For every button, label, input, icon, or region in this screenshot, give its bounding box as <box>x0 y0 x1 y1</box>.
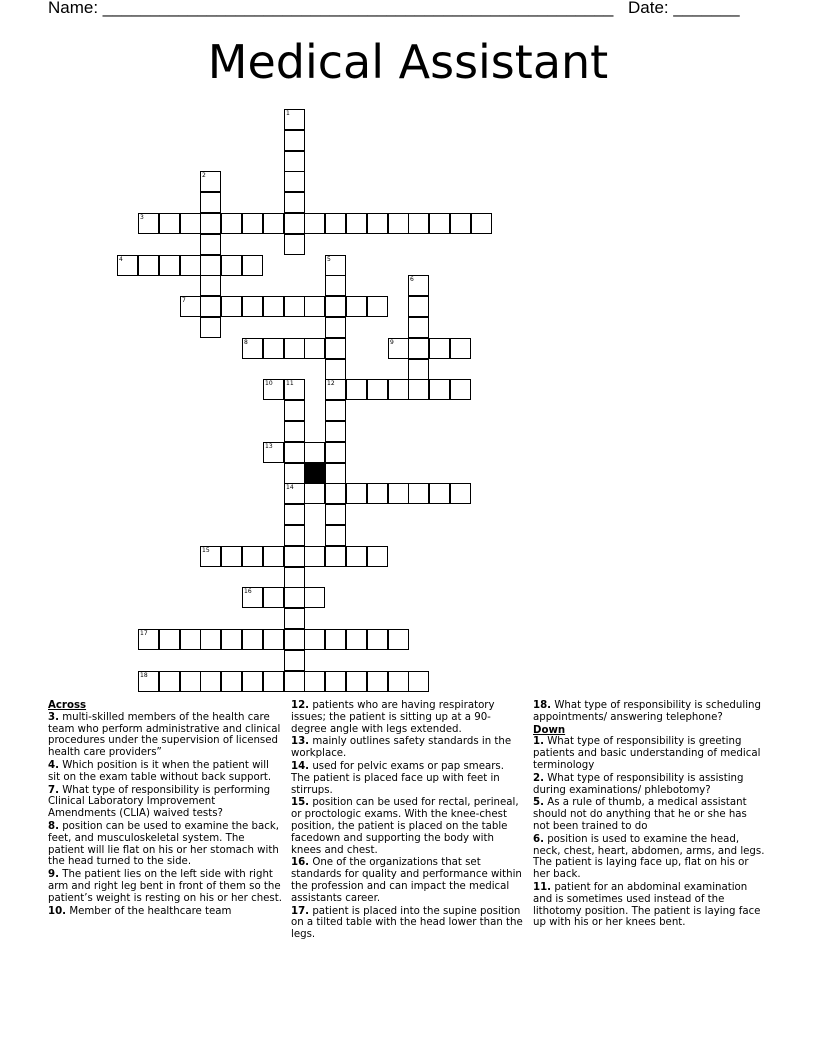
clue-number: 10 <box>265 380 273 387</box>
grid-cell[interactable] <box>117 255 138 276</box>
grid-cell[interactable] <box>284 567 305 588</box>
grid-cell[interactable] <box>304 483 325 504</box>
grid-cell[interactable] <box>429 483 450 504</box>
grid-cell[interactable] <box>429 379 450 400</box>
grid-cell[interactable] <box>325 296 346 317</box>
grid-cell[interactable] <box>180 296 201 317</box>
grid-cell[interactable] <box>346 213 367 234</box>
grid-cell[interactable] <box>450 483 471 504</box>
grid-cell[interactable] <box>284 213 305 234</box>
grid-cell[interactable] <box>263 442 284 463</box>
grid-cell[interactable] <box>325 379 346 400</box>
grid-cell[interactable] <box>284 504 305 525</box>
grid-cell[interactable] <box>200 171 221 192</box>
clue-number: 2 <box>202 172 206 179</box>
grid-cell[interactable] <box>346 629 367 650</box>
clue-number: 15 <box>202 547 210 554</box>
grid-cell[interactable] <box>325 483 346 504</box>
clue-number: 17 <box>140 630 148 637</box>
grid-cell[interactable] <box>325 275 346 296</box>
grid-cell[interactable] <box>284 171 305 192</box>
clue-across-18: 18. What type of responsibility is scheduling appointments/ answering telephone? <box>533 700 761 723</box>
grid-cell[interactable] <box>408 359 429 380</box>
clue-number: 1 <box>286 110 290 117</box>
grid-cell[interactable] <box>284 546 305 567</box>
grid-cell[interactable] <box>159 255 180 276</box>
grid-cell[interactable] <box>304 338 325 359</box>
down-heading: Down <box>533 724 566 736</box>
grid-cell[interactable] <box>284 525 305 546</box>
grid-cell[interactable] <box>242 629 263 650</box>
clue-number: 5 <box>327 256 331 263</box>
grid-cell[interactable] <box>284 650 305 671</box>
grid-cell[interactable] <box>221 255 242 276</box>
grid-cell[interactable] <box>159 671 180 692</box>
grid-cell[interactable] <box>346 379 367 400</box>
grid-cell[interactable] <box>450 379 471 400</box>
grid-cell[interactable] <box>388 379 409 400</box>
grid-cell[interactable] <box>304 671 325 692</box>
grid-cell[interactable] <box>263 546 284 567</box>
grid-cell[interactable] <box>408 379 429 400</box>
grid-cell[interactable] <box>242 587 263 608</box>
grid-cell[interactable] <box>221 671 242 692</box>
grid-cell[interactable] <box>284 421 305 442</box>
grid-cell[interactable] <box>325 255 346 276</box>
grid-cell[interactable] <box>325 504 346 525</box>
clue-down-2: 2. What type of responsibility is assisting during examinations/ phlebotomy? <box>533 772 744 796</box>
grid-cell[interactable] <box>367 213 388 234</box>
grid-cell[interactable] <box>180 255 201 276</box>
grid-cell[interactable] <box>388 213 409 234</box>
clue-number: 13 <box>265 443 273 450</box>
grid-cell[interactable] <box>284 296 305 317</box>
clue-across-3: 3. multi-skilled members of the health care team who perform administrative and clinical procedures under the supervision of licensed health care providers” <box>48 711 281 759</box>
grid-cell[interactable] <box>284 234 305 255</box>
grid-cell[interactable] <box>325 546 346 567</box>
grid-cell[interactable] <box>138 213 159 234</box>
grid-cell[interactable] <box>242 255 263 276</box>
clue-number: 18 <box>140 672 148 679</box>
grid-cell[interactable] <box>242 338 263 359</box>
grid-cell[interactable] <box>325 213 346 234</box>
grid-cell[interactable] <box>284 463 305 484</box>
grid-cell[interactable] <box>408 296 429 317</box>
grid-cell[interactable] <box>325 400 346 421</box>
name-field[interactable]: Name: ______________________________________________________ <box>48 0 614 17</box>
grid-cell[interactable] <box>304 442 325 463</box>
grid-cell[interactable] <box>159 629 180 650</box>
grid-cell[interactable] <box>408 671 429 692</box>
clue-across-10: 10. Member of the healthcare team <box>48 905 232 917</box>
grid-cell[interactable] <box>200 671 221 692</box>
grid-cell[interactable] <box>367 483 388 504</box>
grid-cell[interactable] <box>304 546 325 567</box>
grid-cell[interactable] <box>138 671 159 692</box>
grid-cell[interactable] <box>200 296 221 317</box>
grid-cell[interactable] <box>367 296 388 317</box>
grid-cell[interactable] <box>304 587 325 608</box>
grid-cell[interactable] <box>346 671 367 692</box>
grid-cell[interactable] <box>284 109 305 130</box>
grid-cell[interactable] <box>263 296 284 317</box>
grid-cell[interactable] <box>200 192 221 213</box>
clue-number: 6 <box>410 276 414 283</box>
clue-number: 8 <box>244 339 248 346</box>
date-field[interactable]: Date: _______ <box>628 0 740 17</box>
clue-down-6: 6. position is used to examine the head, neck, chest, heart, abdomen, arms, and legs. The patient is laying face up, flat on his or her back. <box>533 833 765 881</box>
grid-cell[interactable] <box>408 275 429 296</box>
grid-cell[interactable] <box>284 192 305 213</box>
grid-cell[interactable] <box>221 546 242 567</box>
grid-cell[interactable] <box>450 338 471 359</box>
grid-cell[interactable] <box>284 608 305 629</box>
grid-cell[interactable] <box>388 483 409 504</box>
clue-across-17: 17. patient is placed into the supine position on a tilted table with the head lower than the legs. <box>291 905 523 941</box>
clue-down-11: 11. patient for an abdominal examination and is sometimes used instead of the lithotomy position. The patient is laying face up with his or her knees bent. <box>533 881 761 929</box>
grid-cell[interactable] <box>200 546 221 567</box>
clue-across-9: 9. The patient lies on the left side with right arm and right leg bent in front of them so the patient’s weight is resting on his or her chest. <box>48 869 282 904</box>
grid-cell[interactable] <box>388 338 409 359</box>
grid-cell[interactable] <box>284 400 305 421</box>
grid-cell[interactable] <box>242 671 263 692</box>
clue-down-1: 1. What type of responsibility is greeting patients and basic understanding of medical terminology <box>533 736 761 771</box>
clue-across-12: 12. patients who are having respiratory issues; the patient is sitting up at a 90-degree angle with legs extended. <box>291 700 495 735</box>
grid-cell[interactable] <box>200 213 221 234</box>
grid-cell[interactable] <box>304 629 325 650</box>
grid-cell[interactable] <box>200 275 221 296</box>
grid-cell[interactable] <box>325 359 346 380</box>
grid-cell[interactable] <box>367 671 388 692</box>
grid-cell[interactable] <box>346 296 367 317</box>
grid-cell[interactable] <box>284 338 305 359</box>
grid-cell[interactable] <box>284 151 305 172</box>
grid-cell[interactable] <box>200 234 221 255</box>
grid-cell[interactable] <box>138 629 159 650</box>
grid-cell[interactable] <box>284 483 305 504</box>
clue-number: 11 <box>286 380 294 387</box>
grid-cell[interactable] <box>242 546 263 567</box>
grid-cell[interactable] <box>429 213 450 234</box>
clue-across-8: 8. position can be used to examine the back, feet, and musculoskeletal system. The patient will lie flat on his or her stomach with the head turned to the side. <box>48 820 280 868</box>
across-heading: Across <box>48 700 87 711</box>
grid-cell[interactable] <box>325 629 346 650</box>
grid-cell[interactable] <box>221 296 242 317</box>
clue-across-4: 4. Which position is it when the patient will sit on the exam table without back support. <box>48 759 272 783</box>
grid-cell[interactable] <box>408 213 429 234</box>
clue-number: 14 <box>286 484 294 491</box>
grid-cell[interactable] <box>346 483 367 504</box>
grid-cell[interactable] <box>138 255 159 276</box>
clues-column-3 <box>533 700 765 930</box>
grid-cell[interactable] <box>408 317 429 338</box>
grid-cell[interactable] <box>180 671 201 692</box>
grid-cell[interactable] <box>450 213 471 234</box>
grid-cell[interactable] <box>408 483 429 504</box>
grid-cell[interactable] <box>325 525 346 546</box>
grid-cell[interactable] <box>325 338 346 359</box>
grid-cell[interactable] <box>263 213 284 234</box>
grid-cell[interactable] <box>325 671 346 692</box>
grid-cell[interactable] <box>284 671 305 692</box>
grid-cell[interactable] <box>284 442 305 463</box>
clue-number: 9 <box>390 339 394 346</box>
grid-cell[interactable] <box>200 317 221 338</box>
clue-number: 16 <box>244 588 252 595</box>
clue-across-7: 7. What type of responsibility is performing Clinical Laboratory Improvement Amendments (CLIA) waived tests? <box>48 784 271 820</box>
page-title: Medical Assistant <box>207 35 609 89</box>
grid-cell[interactable] <box>304 213 325 234</box>
grid-cell[interactable] <box>346 546 367 567</box>
grid-cell[interactable] <box>471 213 492 234</box>
grid-cell[interactable] <box>408 338 429 359</box>
grid-cell[interactable] <box>429 338 450 359</box>
grid-cell[interactable] <box>367 379 388 400</box>
grid-cell[interactable] <box>180 213 201 234</box>
clue-down-5: 5. As a rule of thumb, a medical assistant should not do anything that he or she has not been trained to do <box>533 797 747 832</box>
grid-cell[interactable] <box>284 587 305 608</box>
grid-cell[interactable] <box>263 587 284 608</box>
grid-cell[interactable] <box>325 421 346 442</box>
grid-cell[interactable] <box>221 213 242 234</box>
grid-cell[interactable] <box>159 213 180 234</box>
clues-column-2 <box>291 700 523 942</box>
clue-number: 4 <box>119 256 123 263</box>
grid-cell[interactable] <box>200 255 221 276</box>
grid-cell[interactable] <box>388 629 409 650</box>
grid-cell[interactable] <box>284 379 305 400</box>
grid-cell[interactable] <box>304 296 325 317</box>
grid-cell[interactable] <box>263 629 284 650</box>
clue-number: 12 <box>327 380 335 387</box>
grid-cell[interactable] <box>367 629 388 650</box>
grid-cell[interactable] <box>325 442 346 463</box>
clue-across-14: 14. used for pelvic exams or pap smears. The patient is placed face up with feet in stirrups. <box>291 760 504 796</box>
grid-cell[interactable] <box>242 213 263 234</box>
grid-cell[interactable] <box>180 629 201 650</box>
grid-cell[interactable] <box>367 546 388 567</box>
grid-cell[interactable] <box>284 130 305 151</box>
grid-cell[interactable] <box>325 463 346 484</box>
clues-column-1 <box>48 700 282 918</box>
grid-cell[interactable] <box>263 379 284 400</box>
grid-cell[interactable] <box>388 671 409 692</box>
clue-across-13: 13. mainly outlines safety standards in the workplace. <box>291 736 512 760</box>
grid-cell[interactable] <box>325 317 346 338</box>
grid-cell[interactable] <box>200 629 221 650</box>
grid-cell[interactable] <box>242 296 263 317</box>
grid-cell[interactable] <box>263 338 284 359</box>
clue-across-15: 15. position can be used for rectal, perineal, or proctologic exams. With the knee-chest position, the patient is placed on the table facedown and supporting the body with knees and chest. <box>291 797 519 856</box>
clue-number: 7 <box>182 297 186 304</box>
grid-cell[interactable] <box>263 671 284 692</box>
black-square <box>304 463 325 484</box>
grid-cell[interactable] <box>221 629 242 650</box>
grid-cell[interactable] <box>284 629 305 650</box>
clue-across-16: 16. One of the organizations that set standards for quality and performance within the profession and can impact the medical assistants career. <box>291 857 522 904</box>
clue-number: 3 <box>140 214 144 221</box>
